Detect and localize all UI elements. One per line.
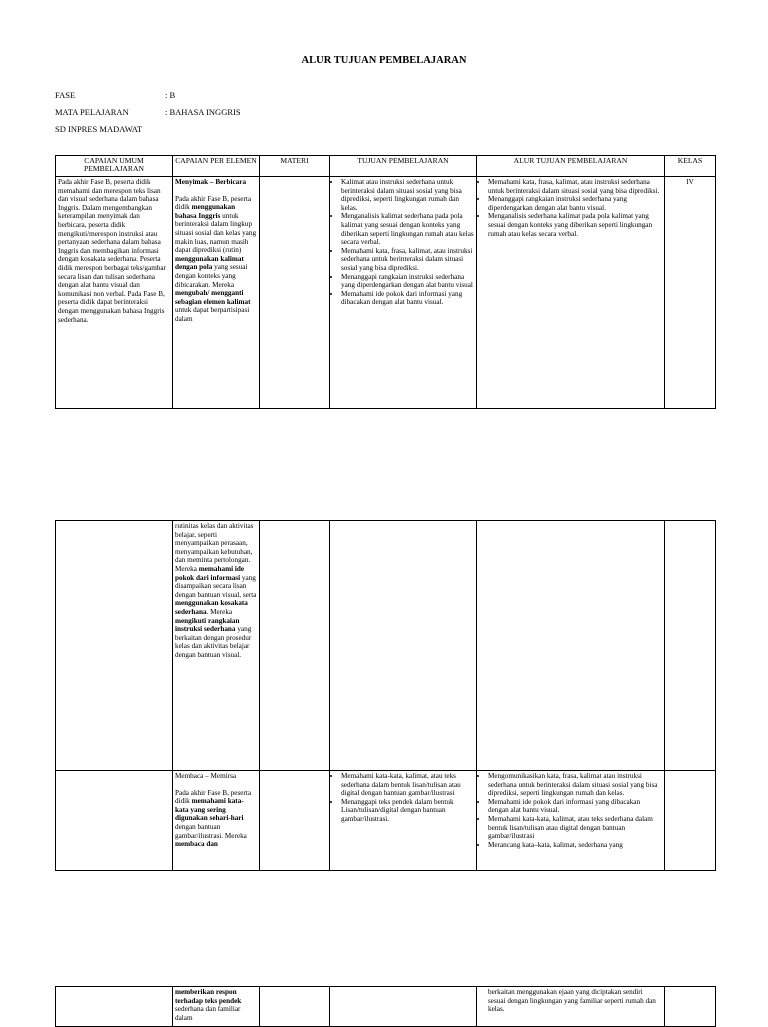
list-item: • Memahami kata-kata, kalimat, atau teks sederhana dalam bentuk lisan/tulisan atau digital dengan bantuan gambar/ilustrasi xyxy=(341,772,474,798)
header-materi: MATERI xyxy=(260,156,330,177)
elemen-text: untuk berinteraksi dalam lingkup situasi sosial dan kelas yang makin luas, namun masih dapat diprediksi (rutin) xyxy=(175,211,257,255)
list-item: • Menanggapi rangkaian instruksi sederhana yang diperdengarkan dengan alat bantu visual. xyxy=(488,195,662,212)
list-item: • Menganalisis sederhana kalimat pada pola kalimat yang sesuai dengan konteks yang diberikan seperti lingkungan rumah atau kelas secara verbal. xyxy=(488,212,662,238)
header-alur: ALUR TUJUAN PEMBELAJARAN xyxy=(477,156,665,177)
alur-cell xyxy=(477,521,665,771)
cpu-cell xyxy=(56,771,173,871)
meta-subject xyxy=(55,107,241,117)
elemen-cell xyxy=(173,521,260,771)
elemen-heading: Membaca – Memirsa xyxy=(175,772,237,780)
list-item: • Kalimat atau instruksi sederhana untuk berinteraksi dalam situasi sosial yang bisa diprediksi, seperti lingkungan rumah dan kelas. xyxy=(341,178,474,212)
meta-school xyxy=(55,124,142,134)
tujuan-list xyxy=(332,772,474,824)
elemen-text: untuk dapat berpartisipasi dalam xyxy=(175,306,250,323)
elemen-bold: menggunakan kalimat dengan pola xyxy=(175,254,244,272)
tujuan-cell xyxy=(330,177,477,409)
alur-list xyxy=(479,772,662,849)
kelas-cell xyxy=(665,771,716,871)
kelas-value: IV xyxy=(686,178,694,186)
atp-table-part-1 xyxy=(55,155,716,409)
elemen-bold: memberikan respon terhadap teks pendek xyxy=(175,988,242,1005)
alur-cell xyxy=(477,987,665,1027)
materi-cell xyxy=(260,987,330,1027)
elemen-bold: membaca dan xyxy=(175,840,218,849)
meta-value: : B xyxy=(165,90,176,100)
cpu-text: Pada akhir Fase B, peserta didik memahami dan merespon teks lisan dan visual sederhana dalam bahasa Inggris. Dalam mengembangkan keterampilan menyimak dan berbicara, peserta didik mengikuti/merespon instruksi atau pertanyaan sederhana dalam bahasa Inggris dan membagikan informasi dengan kosakata sederhana. Peserta didik merespon berbagai teks/gambar secara lisan dan tulisan sederhana dengan alat bantu visual dan komunikasi non verbal. Pada Fase B, peserta didik dapat berinteraksi dengan menggunakan bahasa Inggris sederhana. xyxy=(58,178,166,324)
elemen-text: yang disampaikan secara lisan dengan bantuan visual, serta xyxy=(175,573,257,599)
elemen-text: Pada akhir Fase B, peserta didik xyxy=(175,788,252,806)
meta-fase xyxy=(55,90,176,100)
alur-cell xyxy=(477,177,665,409)
list-item: • Memahami kata, frasa, kalimat, atau instruksi sederhana untuk berinteraksi dalam situasi sosial yang bisa diprediksi. xyxy=(341,247,474,273)
list-item: • Memahami ide pokok dari informasi yang dibacakan dengan alat bantu visual. xyxy=(341,290,474,307)
elemen-heading: Menyimak – Berbicara xyxy=(175,178,247,186)
atp-table-part-3 xyxy=(55,986,716,1027)
cpu-cell xyxy=(56,521,173,771)
list-item: • Menanggapi rangkaian instruksi sederhana yang diperdengarkan dengan alat bantu visual xyxy=(341,273,474,290)
meta-label: MATA PELAJARAN xyxy=(55,107,129,117)
header-kelas: KELAS xyxy=(665,156,716,177)
tujuan-cell xyxy=(330,521,477,771)
elemen-bold: menggunakan kosakata sederhana xyxy=(175,599,248,616)
elemen-text: Pada akhir Fase B, peserta didik xyxy=(175,194,252,212)
elemen-text: dengan bantuan gambar/ilustrasi. Mereka xyxy=(175,822,247,840)
elemen-text: yang berkaitan dengan prosedur kelas dan aktivitas belajar dengan bantuan visual. xyxy=(175,625,252,659)
elemen-cell xyxy=(173,771,260,871)
elemen-text: sederhana dan familiar dalam xyxy=(175,1005,241,1022)
cpu-cell xyxy=(56,987,173,1027)
list-item: • Menganalisis kalimat sederhana pada pola kalimat yang sesuai dengan konteks yang diberikan seperti lingkungan rumah atau kelas secara verbal. xyxy=(341,212,474,246)
materi-cell xyxy=(260,771,330,871)
list-item: • Menanggapi teks pendek dalam bentuk Lisan/tulisan/digital dengan bantuan gambar/ilustrasi. xyxy=(341,798,474,824)
alur-text: berkaitan menggunakan ejaan yang diciptakan sendiri sesuai dengan lingkungan yang familiar seperti rumah dan kelas. xyxy=(488,988,656,1014)
tujuan-cell xyxy=(330,987,477,1027)
elemen-bold: memahami kata-kata yang sering digunakan sehari-hari xyxy=(175,797,244,823)
elemen-bold: menggunakan bahasa Inggris xyxy=(175,203,236,220)
elemen-bold: mengikuti rangkaian instruksi sederhana xyxy=(175,616,240,634)
atp-table-part-2 xyxy=(55,520,716,871)
list-item: • Mengomunikasikan kata, frasa, kalimat atau instruksi sederhana untuk berinteraksi dalam situasi sosial yang bisa diprediksi, seperti lingkungan rumah dan kelas. xyxy=(488,772,662,798)
list-item: • Memahami kata, frasa, kalimat, atau instruksi sederhana untuk berinteraksi dalam situasi sosial yang bisa diprediksi. xyxy=(488,178,662,195)
materi-cell xyxy=(260,177,330,409)
header-cpu: CAPAIAN UMUM PEMBELAJARAN xyxy=(56,156,173,177)
meta-label: FASE xyxy=(55,90,76,100)
alur-list xyxy=(479,178,662,238)
elemen-text: rutinitas kelas dan aktivitas belajar, seperti menyampaikan perasaan, menyampaikan kebutuhan, dan meminta pertolongan. Mereka xyxy=(175,522,254,573)
header-cp-elemen: CAPAIAN PER ELEMEN xyxy=(173,156,260,177)
elemen-bold: mengubah/ mengganti sebagian elemen kalimat xyxy=(175,289,251,306)
elemen-text: yang sesuai dengan konteks yang dibicarakan. Mereka xyxy=(175,263,248,289)
list-item: • Memahami ide pokok dari informasi yang dibacakan dengan alat bantu visual. xyxy=(488,798,662,815)
elemen-cell xyxy=(173,177,260,409)
kelas-cell xyxy=(665,177,716,409)
kelas-cell xyxy=(665,987,716,1027)
elemen-cell xyxy=(173,987,260,1027)
cpu-cell xyxy=(56,177,173,409)
meta-value: : BAHASA INGGRIS xyxy=(165,107,241,117)
alur-cell xyxy=(477,771,665,871)
elemen-text: . Mereka xyxy=(206,607,233,616)
materi-cell xyxy=(260,521,330,771)
meta-label: SD INPRES MADAWAT xyxy=(55,124,143,134)
elemen-bold: memahami ide pokok dari informasi xyxy=(175,564,245,582)
kelas-cell xyxy=(665,521,716,771)
page-title: ALUR TUJUAN PEMBELAJARAN xyxy=(301,55,467,66)
list-item: • Merancang kata–kata, kalimat, sederhana yang xyxy=(488,841,662,850)
tujuan-list xyxy=(332,178,474,307)
list-item: • Memahami kata-kata, kalimat, atau teks sederhana dalam bentuk lisan/tulisan atau digital dengan bantuan gambar/ilustrasi xyxy=(488,815,662,841)
tujuan-cell xyxy=(330,771,477,871)
header-tujuan: TUJUAN PEMBELAJARAN xyxy=(330,156,477,177)
